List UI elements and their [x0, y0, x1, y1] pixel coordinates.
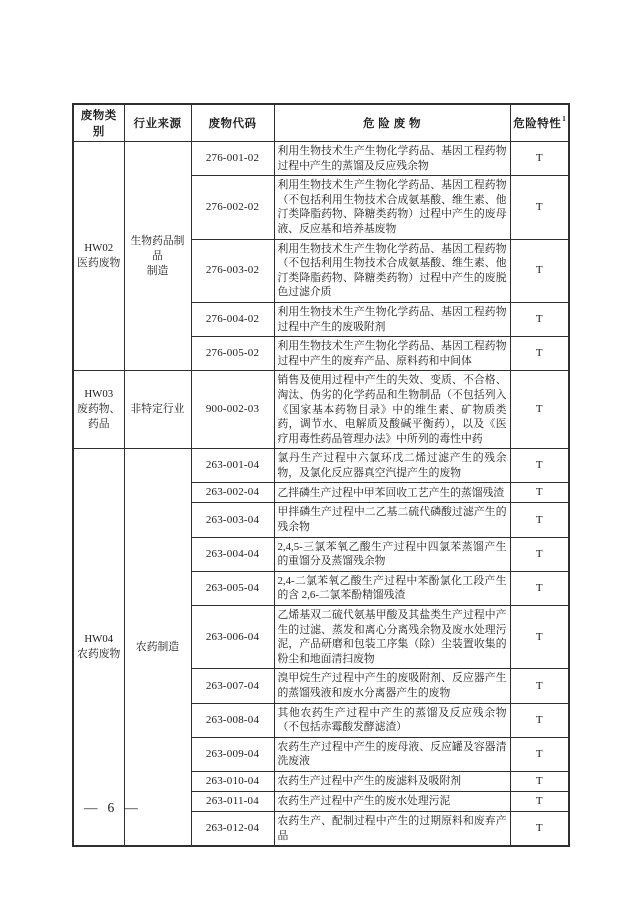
waste-table-row	[73, 449, 569, 483]
waste-code-cell: 276-003-02	[191, 239, 274, 302]
waste-code-cell: 263-003-04	[191, 503, 274, 537]
waste-code-cell: 263-012-04	[191, 811, 274, 846]
hazard-property-cell: T	[510, 771, 569, 791]
waste-code-cell: 263-004-04	[191, 537, 274, 571]
waste-description-cell: 利用生物技术生产生物化学药品、基因工程药物过程中产生的废吸附剂	[274, 302, 510, 336]
industry-source-cell: 农药制造	[124, 449, 191, 846]
footer-dash-left: —	[84, 800, 98, 815]
waste-description-cell: 乙拌磷生产过程中甲苯回收工艺产生的蒸馏残渣	[274, 483, 510, 503]
waste-description-cell: 利用生物技术生产生物化学药品、基因工程药物过程中产生的废弃产品、原料药和中间体	[274, 337, 510, 371]
waste-description-cell: 农药生产、配制过程中产生的过期原料和废弃产品	[274, 811, 510, 846]
table-header	[73, 104, 569, 142]
waste-code-cell: 276-004-02	[191, 302, 274, 336]
hazard-property-cell: T	[510, 811, 569, 846]
waste-code-cell: 263-011-04	[191, 791, 274, 811]
hazard-property-cell: T	[510, 176, 569, 239]
hazard-property-cell: T	[510, 669, 569, 703]
waste-description-cell: 甲拌磷生产过程中二乙基二硫代磷酸过滤产生的残余物	[274, 503, 510, 537]
hazard-property-cell: T	[510, 503, 569, 537]
column-header-hazard-property: 危险特性$^1$	[510, 104, 569, 142]
waste-description-cell: 利用生物技术生产生物化学药品、基因工程药物过程中产生的蒸馏及反应残余物	[274, 142, 510, 176]
waste-table-row	[73, 142, 569, 176]
waste-description-cell: 2,4,5-三氯苯氧乙酸生产过程中四氯苯蒸馏产生的重馏分及蒸馏残余物	[274, 537, 510, 571]
waste-code-cell: 276-002-02	[191, 176, 274, 239]
waste-description-cell: 销售及使用过程中产生的失效、变质、不合格、淘汰、伪劣的化学药品和生物制品（不包括列入《国家基本药物目录》中的维生素、矿物质类药，调节水、电解质及酸碱平衡药），以及《医疗用毒性药品管理办法》中所列的毒性中药	[274, 371, 510, 449]
hazard-property-cell: T	[510, 703, 569, 737]
hazard-property-cell: T	[510, 483, 569, 503]
column-header-waste-category: 废物类别	[73, 104, 124, 142]
table-body	[73, 142, 569, 847]
hazard-property-cell: T	[510, 371, 569, 449]
table-header-row	[73, 104, 569, 142]
hazard-property-cell: T	[510, 606, 569, 669]
hazardous-waste-table	[72, 103, 570, 847]
industry-source-cell: 生物药品制品 制造	[124, 142, 191, 371]
page-number	[84, 800, 138, 816]
waste-category-cell: HW02 医药废物	[73, 142, 124, 371]
hazard-property-cell: T	[510, 737, 569, 771]
waste-category-cell: HW03 废药物、 药品	[73, 371, 124, 449]
waste-description-cell: 溴甲烷生产过程中产生的废吸附剂、反应器产生的蒸馏残液和废水分离器产生的废物	[274, 669, 510, 703]
waste-code-cell: 263-006-04	[191, 606, 274, 669]
waste-description-cell: 乙烯基双二硫代氨基甲酸及其盐类生产过程中产生的过滤、蒸发和离心分离残余物及废水处理污泥，产品研磨和包装工序集（除）尘装置收集的粉尘和地面清扫废物	[274, 606, 510, 669]
waste-description-cell: 利用生物技术生产生物化学药品、基因工程药物（不包括利用生物技术合成氨基酸、维生素、他汀类降脂药物、降糖类药物）过程中产生的废脱色过滤介质	[274, 239, 510, 302]
waste-description-cell: 农药生产过程中产生的废水处理污泥	[274, 791, 510, 811]
waste-description-cell: 利用生物技术生产生物化学药品、基因工程药物（不包括利用生物技术合成氨基酸、维生素、他汀类降脂药物、降糖类药物）过程中产生的废母液、反应基和培养基废物	[274, 176, 510, 239]
waste-code-cell: 263-008-04	[191, 703, 274, 737]
hazard-property-cell: T	[510, 142, 569, 176]
footer-dash-right: —	[124, 800, 138, 815]
waste-code-cell: 900-002-03	[191, 371, 274, 449]
waste-description-cell: 农药生产过程中产生的废滤料及吸附剂	[274, 771, 510, 791]
waste-code-cell: 263-005-04	[191, 571, 274, 605]
waste-code-cell: 276-005-02	[191, 337, 274, 371]
waste-description-cell: 氯丹生产过程中六氯环戊二烯过滤产生的残余物，及氯化反应器真空汽提产生的废物	[274, 449, 510, 483]
hazard-property-cell: T	[510, 537, 569, 571]
waste-code-cell: 276-001-02	[191, 142, 274, 176]
hazard-property-cell: T	[510, 791, 569, 811]
waste-description-cell: 其他农药生产过程中产生的蒸馏及反应残余物（不包括赤霉酸发酵滤渣）	[274, 703, 510, 737]
hazard-property-cell: T	[510, 449, 569, 483]
waste-code-cell: 263-007-04	[191, 669, 274, 703]
column-header-waste-code: 废物代码	[191, 104, 274, 142]
hazard-property-cell: T	[510, 302, 569, 336]
waste-code-cell: 263-001-04	[191, 449, 274, 483]
column-header-industry-source: 行业来源	[124, 104, 191, 142]
footer-page-number: 6	[107, 800, 115, 815]
industry-source-cell: 非特定行业	[124, 371, 191, 449]
column-header-hazardous-waste: 危 险 废 物	[274, 104, 510, 142]
hazard-property-cell: T	[510, 337, 569, 371]
waste-table-row	[73, 371, 569, 449]
waste-code-cell: 263-002-04	[191, 483, 274, 503]
waste-code-cell: 263-009-04	[191, 737, 274, 771]
hazard-property-cell: T	[510, 571, 569, 605]
waste-category-cell: HW04 农药废物	[73, 449, 124, 846]
waste-code-cell: 263-010-04	[191, 771, 274, 791]
waste-description-cell: 农药生产过程中产生的废母液、反应罐及容器清洗废液	[274, 737, 510, 771]
hazard-property-cell: T	[510, 239, 569, 302]
waste-description-cell: 2,4-二氯苯氧乙酸生产过程中苯酚氯化工段产生的含 2,6-二氯苯酚精馏残渣	[274, 571, 510, 605]
header-footnote-superscript: 1	[562, 115, 567, 124]
